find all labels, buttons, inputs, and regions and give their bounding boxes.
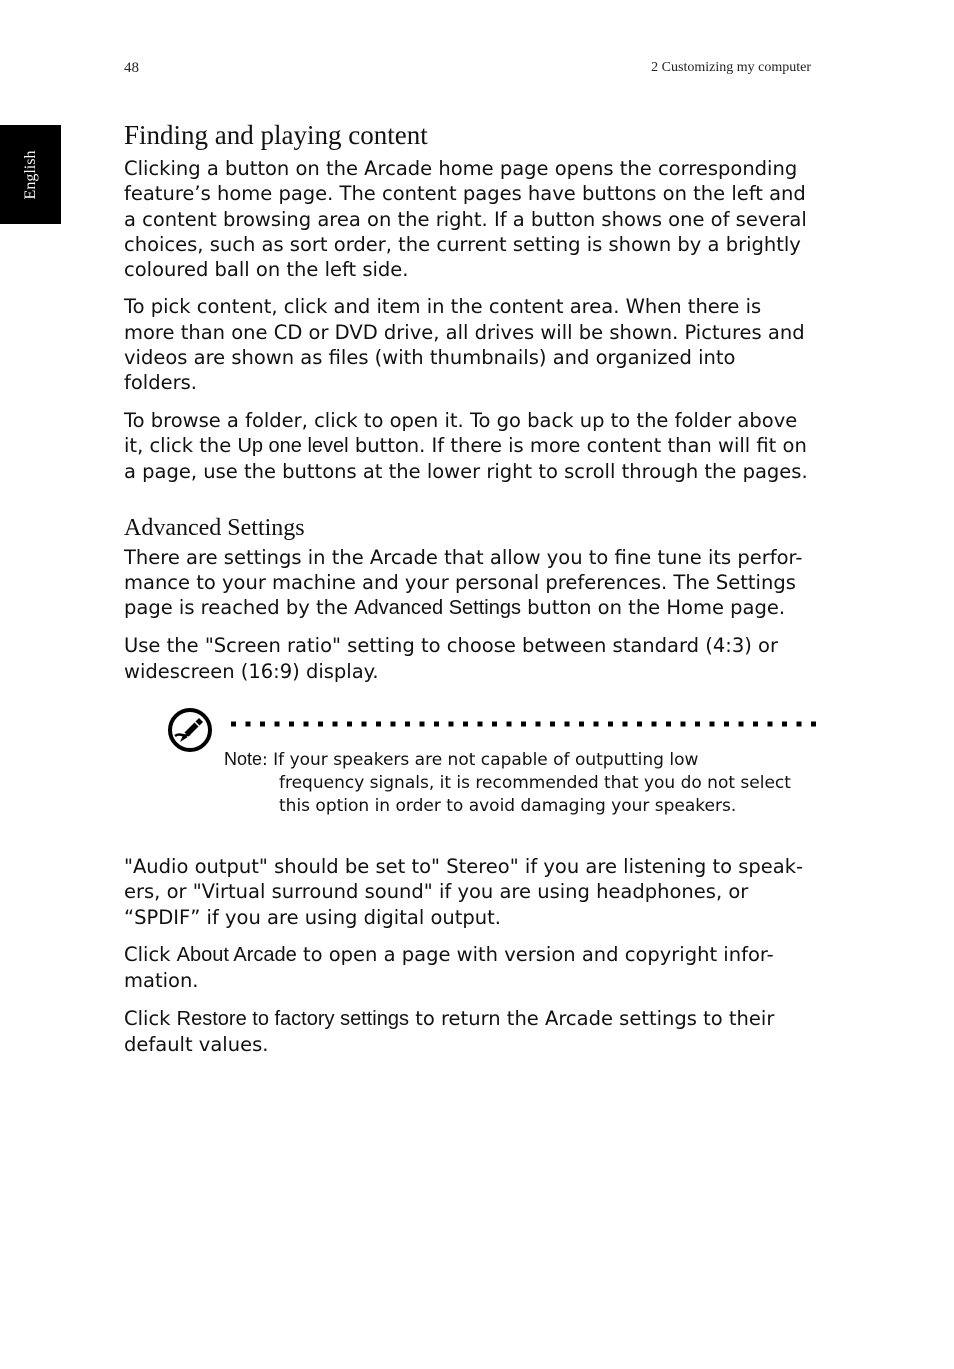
note-continuation: frequency signals, it is recommended that you do not select this option in order to avoid damaging your speakers. (279, 773, 791, 817)
paragraph-text: button. If there is more content than will fit on a page, use the buttons at the lower right to scroll through the pages. (124, 433, 808, 484)
paragraph-text: There are settings in the Arcade that allow you to fine tune its perfor-mance to your machine and your personal preferences. The Settings page is reached by the (124, 545, 803, 620)
paragraph-text: Click (124, 1006, 177, 1030)
pen-note-icon (166, 706, 214, 754)
note-label: Note (224, 749, 263, 770)
paragraph-text: Use the "Screen ratio" setting to choose between standard (4:3) or widescreen (16:9) display. (124, 634, 778, 683)
paragraph-text: to return the Arcade settings to their default values. (124, 1006, 775, 1056)
note-block (124, 706, 814, 818)
running-head: 2 Customizing my computer (651, 60, 811, 75)
paragraph (124, 294, 814, 395)
dotted-rule (228, 721, 816, 727)
subsection-title-advanced-settings: Advanced Settings (124, 514, 305, 541)
note-text (224, 748, 814, 818)
section-title-finding-content: Finding and playing content (124, 120, 428, 150)
page-number: 48 (124, 60, 139, 76)
paragraph-text: To browse a folder, click to open it. To go back up to the folder above it, click the (124, 408, 798, 457)
paragraph (124, 633, 814, 684)
ui-term-advanced-settings: Advanced Settings (354, 597, 521, 620)
paragraph-text: to open a page with version and copyright infor-mation. (124, 942, 774, 993)
paragraph (124, 545, 814, 622)
paragraph (124, 408, 814, 485)
ui-term-up-one-level: Up one level (237, 434, 349, 457)
paragraph-text: To pick content, click and item in the content area. When there is more than one CD or DVD drive, all drives will be shown. Pictures and videos are shown as files (with thumbnails) and organized into folders. (124, 295, 805, 395)
paragraph (124, 942, 814, 994)
ui-term-about-arcade: About Arcade (176, 943, 297, 966)
paragraph (124, 1006, 814, 1058)
paragraph-text: button on the Home page. (520, 596, 786, 620)
ui-term-restore-factory-settings: Restore to factory settings (176, 1007, 409, 1030)
note-line: : If your speakers are not capable of outputting low (262, 750, 699, 771)
page-content (124, 118, 814, 1069)
paragraph-text: Clicking a button on the Arcade home page opens the corresponding feature’s home page. The content pages have buttons on the left and a content browsing area on the right. If a button shows one of several choices, such as sort order, the current setting is shown by a brightly coloured ball on the left side. (124, 157, 807, 282)
language-tab (0, 125, 61, 224)
paragraph-text: Click (124, 942, 177, 966)
paragraph-text: "Audio output" should be set to" Stereo" if you are listening to speak-ers, or "Virtual surround sound" if you are using headphones, or “SPDIF” if you are using digital output. (124, 855, 804, 929)
language-tab-label: English (21, 150, 39, 199)
paragraph (124, 854, 814, 930)
paragraph (124, 156, 814, 282)
